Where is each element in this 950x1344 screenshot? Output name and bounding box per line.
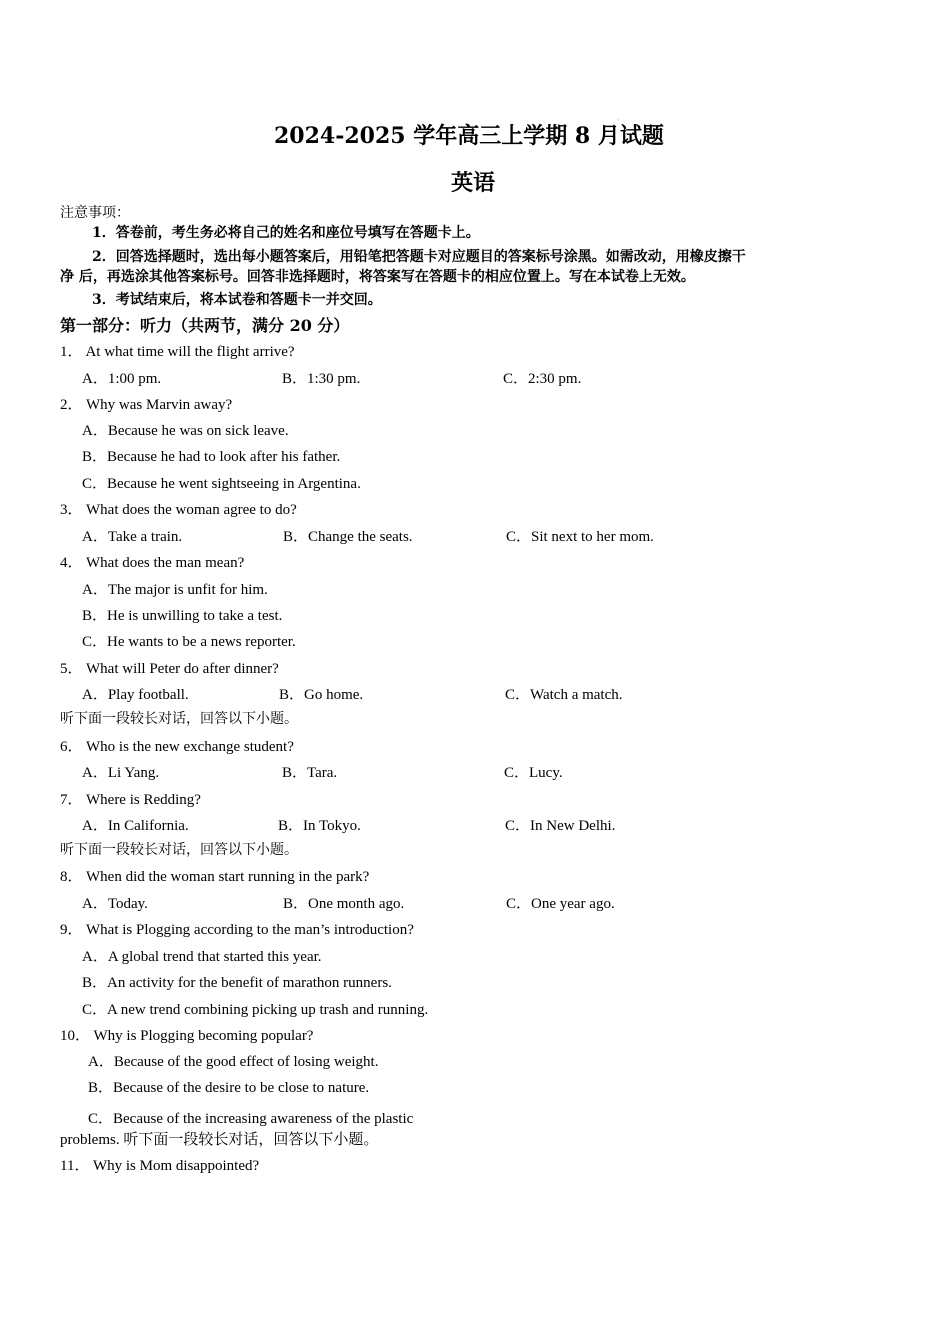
option-c: C．Lucy. bbox=[504, 765, 563, 781]
option-c: C．He wants to be a news reporter. bbox=[82, 634, 296, 650]
option-b: B．Tara. bbox=[282, 765, 338, 781]
notice-heading: 注意事项： bbox=[60, 205, 130, 221]
option-c: C．In New Delhi. bbox=[505, 818, 616, 834]
option-b: B．Go home. bbox=[279, 687, 364, 703]
question-text: Why was Marvin away? bbox=[86, 397, 233, 413]
option-a: A．Because of the good effect of losing weight. bbox=[88, 1054, 379, 1070]
question-5 bbox=[60, 657, 279, 678]
option-a: A．The major is unfit for him. bbox=[82, 582, 268, 598]
option-a: A．Because he was on sick leave. bbox=[82, 423, 289, 439]
option-b: B．One month ago. bbox=[283, 896, 405, 912]
question-number: 2． bbox=[60, 397, 83, 413]
option-c: C．2:30 pm. bbox=[503, 371, 582, 387]
question-11 bbox=[60, 1154, 259, 1175]
question-number: 5． bbox=[60, 661, 83, 677]
question-number: 4． bbox=[60, 555, 83, 571]
question-2 bbox=[60, 393, 232, 414]
option-b: B．An activity for the benefit of marathon runners. bbox=[82, 975, 392, 991]
option-c: C．One year ago. bbox=[506, 896, 615, 912]
instruction-text: 听下面一段较长对话，回答以下小题。 bbox=[60, 711, 298, 727]
question-text: When did the woman start running in the park? bbox=[86, 869, 370, 885]
question-number: 6． bbox=[60, 739, 83, 755]
question-9 bbox=[60, 918, 414, 939]
question-3 bbox=[60, 498, 297, 519]
notice-item-2-line-2: 净 后，再选涂其他答案标号。回答非选择题时，将答案写在答题卡的相应位置上。写在本试卷上无效。 bbox=[60, 269, 695, 285]
option-c: C．Watch a match. bbox=[505, 687, 623, 703]
question-text: What will Peter do after dinner? bbox=[86, 661, 279, 677]
question-7 bbox=[60, 788, 201, 809]
question-number: 9． bbox=[60, 922, 83, 938]
question-10 bbox=[60, 1024, 313, 1045]
option-a: A．Take a train. bbox=[82, 529, 183, 545]
option-b: B．Because of the desire to be close to nature. bbox=[88, 1080, 370, 1096]
option-c-continuation: problems. 听下面一段较长对话，回答以下小题。 bbox=[60, 1132, 379, 1148]
question-number: 7． bbox=[60, 792, 83, 808]
option-b: B．1:30 pm. bbox=[282, 371, 361, 387]
notice-item-3: 3．考试结束后，将本试卷和答题卡一并交回。 bbox=[92, 292, 382, 308]
question-number: 1． bbox=[60, 344, 83, 360]
question-number: 8． bbox=[60, 869, 83, 885]
question-number: 10． bbox=[60, 1028, 91, 1044]
question-text: Why is Plogging becoming popular? bbox=[93, 1028, 314, 1044]
option-c: C．Because of the increasing awareness of the plastic bbox=[88, 1111, 414, 1127]
question-8 bbox=[60, 865, 369, 886]
question-1 bbox=[60, 340, 295, 361]
option-a: A．A global trend that started this year. bbox=[82, 949, 322, 965]
option-a: A．1:00 pm. bbox=[82, 371, 162, 387]
question-text: Who is the new exchange student? bbox=[86, 739, 294, 755]
question-text: What does the man mean? bbox=[86, 555, 245, 571]
exam-title: 2024-2025 学年高三上学期 8 月试题 bbox=[274, 123, 664, 149]
option-b: B．In Tokyo. bbox=[278, 818, 361, 834]
question-text: Why is Mom disappointed? bbox=[92, 1158, 260, 1174]
option-c: C．A new trend combining picking up trash and running. bbox=[82, 1002, 429, 1018]
option-c: C．Because he went sightseeing in Argentina. bbox=[82, 476, 361, 492]
option-a: A．Play football. bbox=[82, 687, 189, 703]
option-b: B．Change the seats. bbox=[283, 529, 413, 545]
question-text: What is Plogging according to the man’s introduction? bbox=[86, 922, 414, 938]
question-text: What does the woman agree to do? bbox=[86, 502, 297, 518]
notice-item-1: 1．答卷前，考生务必将自己的姓名和座位号填写在答题卡上。 bbox=[92, 225, 480, 241]
exam-subject: 英语 bbox=[451, 170, 496, 196]
option-a: A．In California. bbox=[82, 818, 189, 834]
question-4 bbox=[60, 551, 244, 572]
question-number: 3． bbox=[60, 502, 83, 518]
question-text: At what time will the flight arrive? bbox=[85, 344, 295, 360]
question-text: Where is Redding? bbox=[86, 792, 201, 808]
section-title: 第一部分：听力（共两节，满分 20 分） bbox=[60, 316, 350, 335]
option-c: C．Sit next to her mom. bbox=[506, 529, 654, 545]
option-b: B．Because he had to look after his father. bbox=[82, 449, 341, 465]
option-a: A．Today. bbox=[82, 896, 148, 912]
instruction-text: 听下面一段较长对话，回答以下小题。 bbox=[60, 842, 298, 858]
question-6 bbox=[60, 735, 294, 756]
notice-item-2-line-1: 2．回答选择题时，选出每小题答案后，用铅笔把答题卡对应题目的答案标号涂黑。如需改动，用橡皮擦干 bbox=[92, 249, 746, 265]
question-number: 11． bbox=[60, 1158, 90, 1174]
header-mark: 。 bbox=[617, 116, 624, 122]
option-b: B．He is unwilling to take a test. bbox=[82, 608, 283, 624]
option-a: A．Li Yang. bbox=[82, 765, 160, 781]
